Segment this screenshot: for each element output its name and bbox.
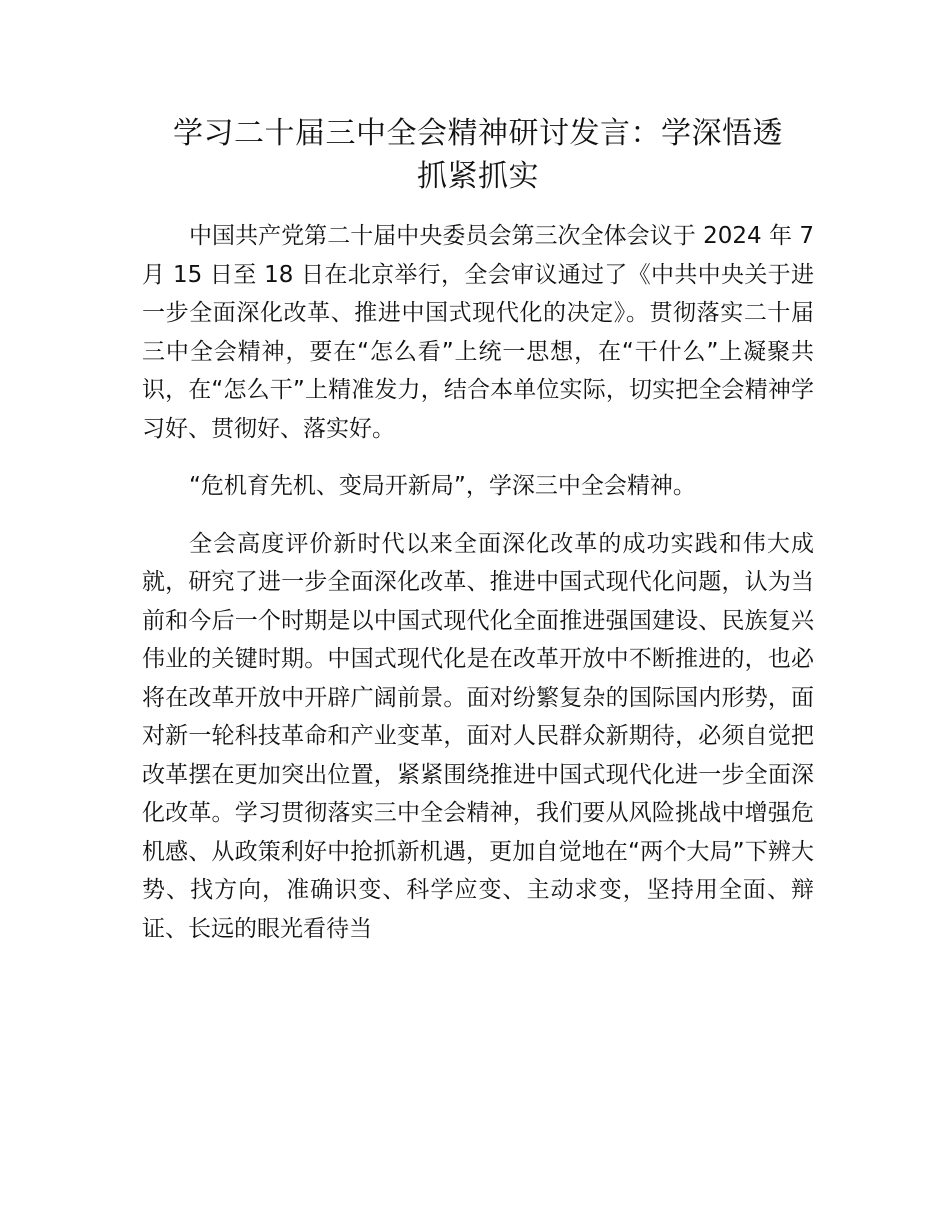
paragraph-body: 全会高度评价新时代以来全面深化改革的成功实践和伟大成就，研究了进一步全面深化改革、推进中国式现代化问题，认为当前和今后一个时期是以中国式现代化全面推进强国建设、民族复兴伟业的关键时期。中国式现代化是在改革开放中不断推进的，也必将在改革开放中开辟广阔前景。面对纷繁复杂的国际国内形势，面对新一轮科技革命和产业变革，面对人民群众新期待，必须自觉把改革摆在更加突出位置，紧紧围绕推进中国式现代化进一步全面深化改革。学习贯彻落实三中全会精神，我们要从风险挑战中增强危机感、从政策利好中抢抓新机遇，更加自觉地在“两个大局”下辨大势、找方向，准确识变、科学应变、主动求变，坚持用全面、辩证、长远的眼光看待当 <box>142 530 814 942</box>
title-line-2: 抓紧抓实 <box>417 159 539 194</box>
document-title <box>142 112 814 198</box>
document-page <box>142 112 814 948</box>
title-line-1: 学习二十届三中全会精神研讨发言：学深悟透 <box>173 116 783 151</box>
paragraph-intro: 中国共产党第二十届中央委员会第三次全体会议于 2024 年 7 月 15 日至 18 日在北京举行，全会审议通过了《中共中央关于进一步全面深化改革、推进中国式现代化的决定》。贯彻落实二十届三中全会精神，要在“怎么看”上统一思想，在“干什么”上凝聚共识，在“怎么干”上精准发力，结合本单位实际，切实把全会精神学习好、贯彻好、落实好。 <box>142 223 814 442</box>
paragraph-heading: “危机育先机、变局开新局”，学深三中全会精神。 <box>189 473 696 499</box>
